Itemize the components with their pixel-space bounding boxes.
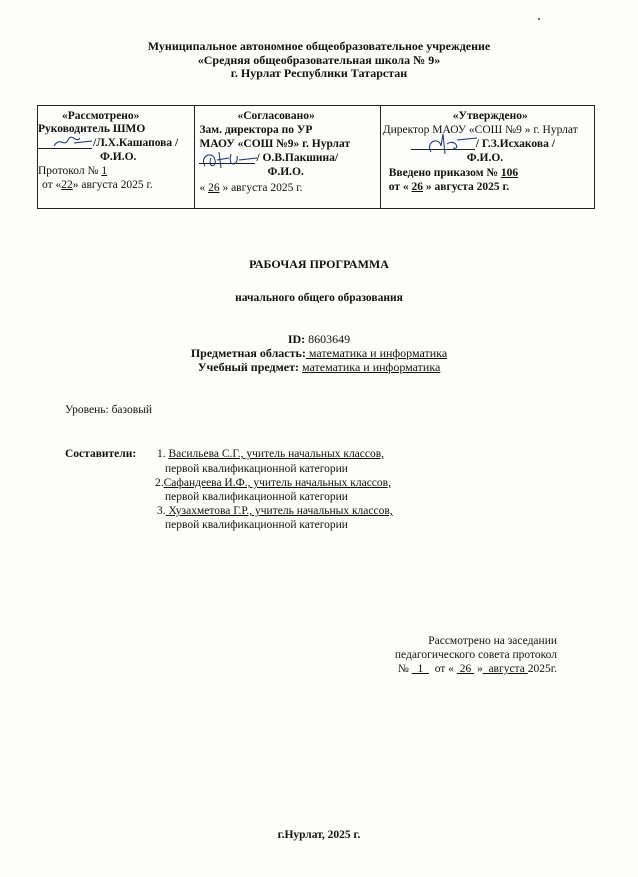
approved-date-suffix: » августа 2025 г. [423, 181, 510, 193]
header-line-2: «Средняя общеобразовательная школа № 9» [197, 52, 441, 67]
council-date-month: августа [482, 663, 528, 675]
approved-date-prefix: от « [388, 181, 412, 193]
document-title: РАБОЧАЯ ПРОГРАММА [249, 257, 389, 271]
approved-order [389, 167, 518, 180]
compiler-1-category: первой квалификационной категории [165, 463, 348, 475]
compiler-2-category: первой квалификационной категории [165, 491, 348, 503]
reviewed-name: /Л.Х.Кашапова / [93, 137, 179, 149]
agreed-position: Зам. директора по УР [199, 124, 313, 136]
council-num-prefix: № [397, 663, 412, 675]
council-num-value: 1 [411, 663, 429, 675]
approved-cell [381, 106, 594, 208]
compilers-label: Составители: [65, 448, 137, 460]
document-id [0, 332, 638, 347]
reviewed-protocol [38, 165, 107, 178]
compiler-3 [157, 505, 393, 518]
reviewed-signature-icon [52, 134, 94, 150]
council-date-year: 2025г. [527, 663, 557, 675]
approval-table [37, 105, 595, 209]
compiler-1-name: Васильева С.Г., учитель начальных классов, [168, 448, 385, 460]
level-label: Уровень: [65, 404, 109, 416]
reviewed-fio-label: Ф.И.О. [100, 151, 137, 163]
reviewed-date-day: 22 [61, 179, 73, 191]
scan-speck [538, 18, 540, 20]
id-label: ID: [287, 332, 306, 346]
header-line-1: Муниципальное автономное общеобразовательное учреждение [147, 39, 491, 53]
reviewed-date-prefix: от « [42, 179, 62, 191]
agreed-name: / О.В.Пакшина/ [256, 152, 339, 164]
compiler-3-category: первой квалификационной категории [165, 519, 348, 531]
reviewed-protocol-number: 1 [101, 165, 108, 177]
compiler-2-num: 2. [155, 477, 164, 489]
area-value: математика и информатика [305, 346, 448, 360]
agreed-title: «Согласовано» [237, 110, 315, 122]
approved-order-prefix: Введено приказом № [388, 167, 501, 179]
council-block [395, 634, 557, 676]
agreed-date-day: 26 [208, 182, 220, 194]
level [65, 404, 152, 416]
compiler-2-name: Сафандеева И.Ф., учитель начальных классов, [163, 477, 391, 489]
footer-place-year: г.Нурлат, 2025 г. [277, 829, 361, 841]
reviewed-position: Руководитель ШМО [38, 123, 146, 135]
subject [0, 360, 638, 375]
approved-name: / Г.З.Исхакова / [475, 138, 555, 150]
council-line-3 [395, 662, 557, 676]
reviewed-cell [38, 106, 195, 208]
agreed-signature-icon [199, 146, 259, 174]
approved-order-number: 106 [500, 167, 519, 179]
agreed-date-suffix: » августа 2025 г. [219, 182, 303, 194]
compiler-2 [155, 477, 391, 490]
council-date-prefix: от « [428, 663, 457, 675]
document-subtitle: начального общего образования [235, 292, 403, 304]
council-line-1: Рассмотрено на заседании [428, 635, 557, 647]
compiler-3-name: Хузахметова Г.Р., учитель начальных классов, [165, 505, 393, 517]
approved-title: «Утверждено» [452, 110, 528, 122]
council-date-day: 26 [456, 663, 475, 675]
subject-value: математика и информатика [302, 360, 441, 374]
school-header [0, 40, 638, 81]
subject-area [0, 346, 638, 361]
council-line-2: педагогического совета протокол [394, 649, 557, 661]
compiler-3-num: 3. [157, 505, 166, 517]
reviewed-title: «Рассмотрено» [62, 110, 140, 122]
agreed-date [199, 182, 302, 195]
approved-signature-icon [421, 130, 481, 160]
reviewed-date [42, 179, 153, 192]
header-line-3: г. Нурлат Республики Татарстан [230, 66, 408, 80]
compiler-1-num: 1. [157, 448, 166, 460]
reviewed-protocol-prefix: Протокол № [38, 165, 102, 177]
agreed-school: МАОУ «СОШ №9» г. Нурлат [199, 138, 351, 150]
approved-date [389, 181, 510, 194]
level-value: базовый [111, 404, 153, 416]
id-value: 8603649 [308, 332, 351, 346]
subject-label: Учебный предмет: [197, 360, 300, 374]
area-label: Предметная область: [190, 346, 306, 360]
approved-date-day: 26 [411, 181, 424, 193]
reviewed-date-suffix: » августа 2025 г. [72, 179, 153, 191]
agreed-cell [195, 106, 380, 208]
council-date-mid: » [474, 663, 483, 675]
agreed-date-prefix: « [199, 182, 209, 194]
approved-position: Директор МАОУ «СОШ №9 » г. Нурлат [382, 124, 578, 136]
agreed-fio-label: Ф.И.О. [267, 166, 304, 178]
approved-fio-label: Ф.И.О. [466, 152, 504, 164]
compiler-1 [157, 448, 384, 461]
